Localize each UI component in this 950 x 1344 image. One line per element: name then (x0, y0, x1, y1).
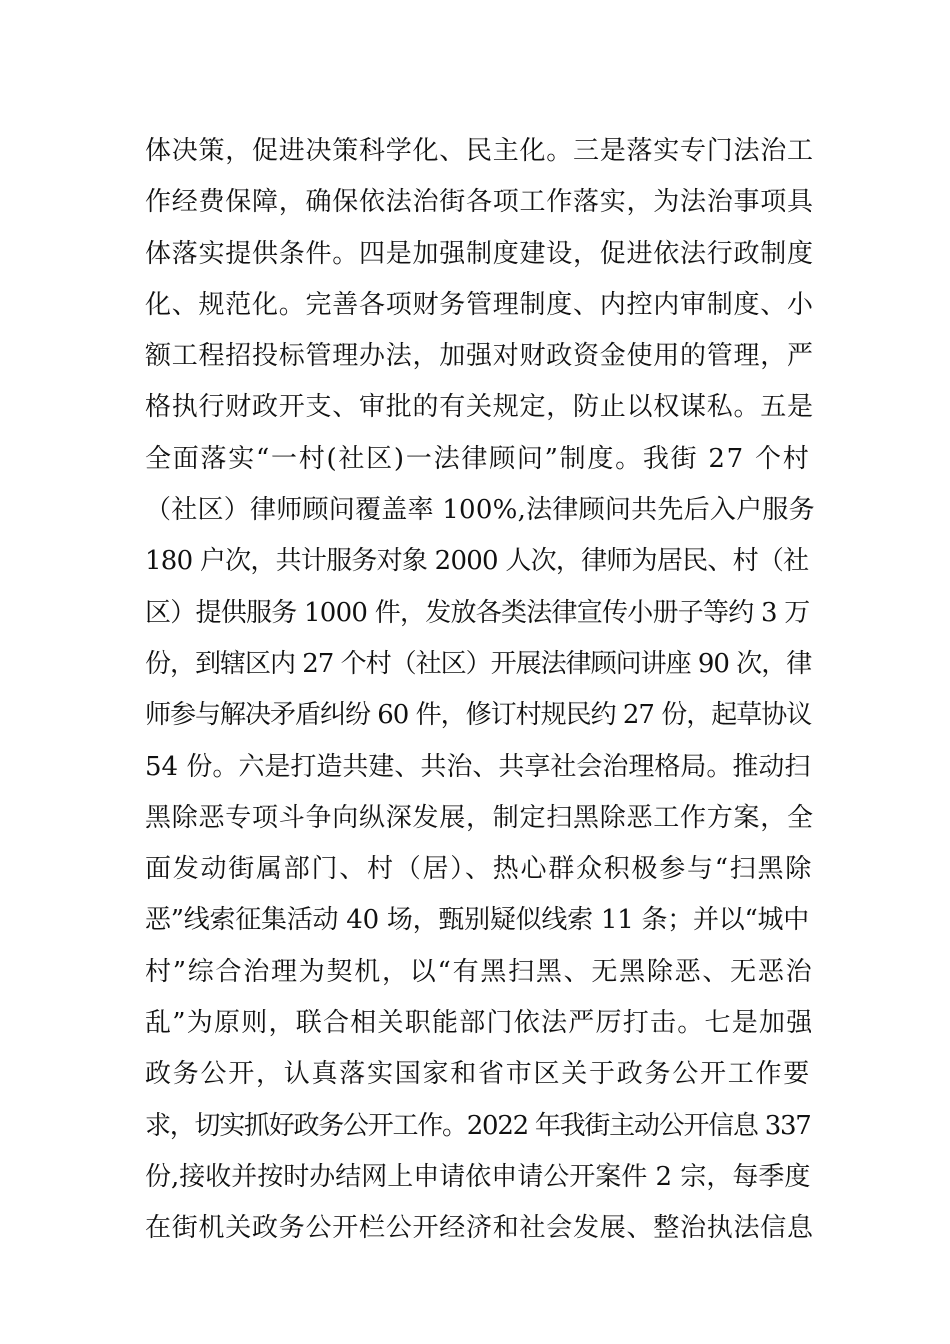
text-line: 师参与解决矛盾纠纷 60 件，修订村规民约 27 份，起草协议 (145, 700, 812, 731)
text-line: （社区）律师顾问覆盖率 100%,法律顾问共先后入户服务 (145, 495, 815, 526)
text-line: 体落实提供条件。四是加强制度建设，促进依法行政制度 (145, 238, 814, 269)
text-line: 化、规范化。完善各项财务管理制度、内控内审制度、小 (145, 289, 814, 320)
text-line: 面发动街属部门、村（居）、热心群众积极参与“扫黑除 (145, 854, 814, 885)
text-line: 黑除恶专项斗争向纵深发展，制定扫黑除恶工作方案，全 (145, 802, 814, 833)
text-line: 全面落实“一村(社区)一法律顾问”制度。我街 27 个村 (145, 443, 811, 474)
body-text (145, 126, 815, 1255)
text-line: 恶”线索征集活动 40 场，甄别疑似线索 11 条；并以“城中 (145, 905, 810, 936)
text-line: 份，到辖区内 27 个村（社区）开展法律顾问讲座 90 次，律 (145, 648, 812, 679)
text-line: 份,接收并按时办结网上申请依申请公开案件 2 宗，每季度 (145, 1161, 811, 1192)
text-line: 180 户次，共计服务对象 2000 人次，律师为居民、村（社 (145, 546, 809, 577)
text-line: 体决策，促进决策科学化、民主化。三是落实专门法治工 (145, 136, 814, 166)
text-line: 村”综合治理为契机，以“有黑扫黑、无黑除恶、无恶治 (145, 956, 814, 987)
text-line: 在街机关政务公开栏公开经济和社会发展、整治执法信息 (145, 1213, 814, 1244)
text-line: 求，切实抓好政务公开工作。2022 年我街主动公开信息 337 (145, 1110, 811, 1141)
text-line: 区）提供服务 1000 件，发放各类法律宣传小册子等约 3 万 (145, 597, 810, 628)
text-line: 额工程招投标管理办法，加强对财政资金使用的管理，严 (145, 341, 814, 372)
text-line: 乱”为原则，联合相关职能部门依法严厉打击。七是加强 (145, 1008, 814, 1039)
text-line: 格执行财政开支、审批的有关规定，防止以权谋私。五是 (145, 392, 814, 423)
text-line: 54 份。六是打造共建、共治、共享社会治理格局。推动扫 (145, 751, 811, 782)
text-line: 政务公开，认真落实国家和省市区关于政务公开工作要 (145, 1059, 812, 1090)
text-line: 作经费保障，确保依法治街各项工作落实，为法治事项具 (145, 187, 814, 218)
